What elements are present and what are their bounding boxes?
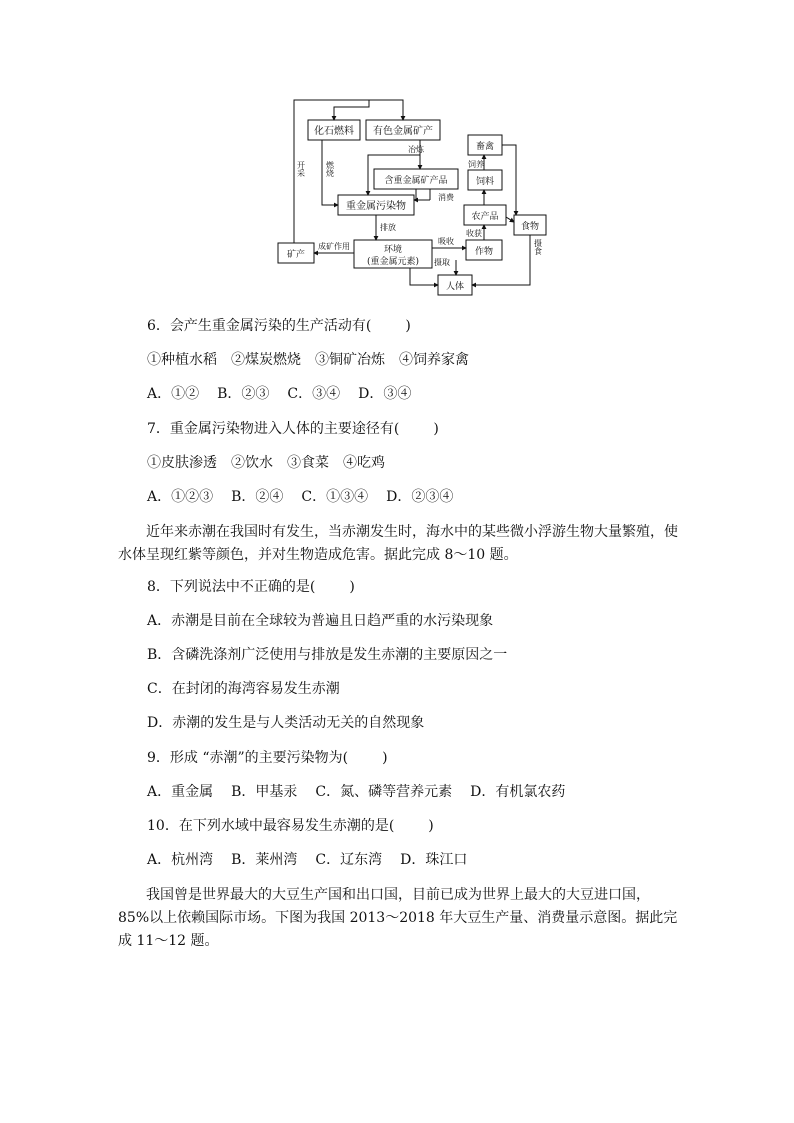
q6-options xyxy=(147,384,429,404)
q9-option-c[interactable]: C．氮、磷等营养元素 xyxy=(315,784,453,800)
intake-label: 摄取 xyxy=(434,258,450,267)
q7-stem: 7．重金属污染物进入人体的主要途径有( ) xyxy=(147,421,439,437)
smelting-label: 冶炼 xyxy=(408,145,424,154)
metal-product-label: 含重金属矿产品 xyxy=(384,176,448,186)
feeding-label: 饲养 xyxy=(468,160,484,169)
q9-option-b[interactable]: B．甲基汞 xyxy=(231,784,298,800)
livestock-label: 畜禽 xyxy=(475,142,495,152)
q7-option-b[interactable]: B．②④ xyxy=(231,489,284,505)
q8-option-c[interactable]: C．在封闭的海湾容易发生赤潮 xyxy=(147,681,340,697)
q10-option-b[interactable]: B．莱州湾 xyxy=(231,852,298,868)
q6-option-b[interactable]: B．②③ xyxy=(217,386,270,402)
heavy-metal-cycle-diagram xyxy=(270,95,560,300)
env-label-1: 环境 xyxy=(383,245,403,255)
harvest-label: 收获 xyxy=(466,229,482,238)
food-label: 食物 xyxy=(520,222,540,232)
red-tide-intro: 近年来赤潮在我国时有发生，当赤潮发生时，海水中的某些微小浮游生物大量繁殖，使水体呈现红紫等颜色，并对生物造成危害。据此完成 8～10 题。 xyxy=(118,524,678,563)
q6-items: ①种植水稻 ②煤炭燃烧 ③铜矿冶炼 ④饲养家禽 xyxy=(147,352,469,368)
absorb-label: 吸收 xyxy=(438,237,454,246)
q7-options xyxy=(147,487,471,507)
eating-label: 摄食 xyxy=(533,239,543,255)
q10-option-c[interactable]: C．辽东湾 xyxy=(315,852,383,868)
agri-product-label: 农产品 xyxy=(471,212,499,222)
q10-option-a[interactable]: A．杭州湾 xyxy=(147,852,214,868)
consumption-label: 消费 xyxy=(438,193,454,202)
q6-option-d[interactable]: D．③④ xyxy=(358,386,412,402)
q9-option-d[interactable]: D．有机氯农药 xyxy=(470,784,566,800)
mining-label: 开采 xyxy=(296,161,306,177)
q7-option-c[interactable]: C．①③④ xyxy=(301,489,369,505)
q9-stem: 9．形成 “赤潮”的主要污染物为( ) xyxy=(147,750,388,766)
burning-label: 燃烧 xyxy=(325,161,335,177)
crop-label: 作物 xyxy=(474,247,494,257)
env-label-2: (重金属元素) xyxy=(366,257,420,267)
metal-ore-label: 有色金属矿产 xyxy=(373,126,433,137)
q8-option-b[interactable]: B．含磷洗涤剂广泛使用与排放是发生赤潮的主要原因之一 xyxy=(147,647,508,663)
mineralization-label: 成矿作用 xyxy=(318,242,350,251)
q6-stem: 6．会产生重金属污染的生产活动有( ) xyxy=(147,318,411,334)
human-label: 人体 xyxy=(445,282,465,292)
mineral-label: 矿产 xyxy=(286,250,306,260)
q8-option-d[interactable]: D．赤潮的发生是与人类活动无关的自然现象 xyxy=(147,715,425,731)
q7-option-a[interactable]: A．①②③ xyxy=(147,489,214,505)
q10-options xyxy=(147,850,485,870)
pollutant-label: 重金属污染物 xyxy=(346,201,406,212)
q6-option-c[interactable]: C．③④ xyxy=(287,386,341,402)
q6-option-a[interactable]: A．①② xyxy=(147,386,200,402)
q8-stem: 8．下列说法中不正确的是( ) xyxy=(147,579,355,595)
q8-option-a[interactable]: A．赤潮是目前在全球较为普遍且日趋严重的水污染现象 xyxy=(147,613,494,629)
feed-label: 饲料 xyxy=(475,177,495,187)
q9-option-a[interactable]: A．重金属 xyxy=(147,784,214,800)
q9-options xyxy=(147,782,583,802)
fossil-fuel-label: 化石燃料 xyxy=(314,126,354,137)
q10-stem: 10．在下列水域中最容易发生赤潮的是( ) xyxy=(147,818,434,834)
q7-items: ①皮肤渗透 ②饮水 ③食菜 ④吃鸡 xyxy=(147,455,385,471)
soybean-intro: 我国曾是世界最大的大豆生产国和出口国，目前已成为世界上最大的大豆进口国，85%以上依赖国际市场。下图为我国 2013～2018 年大豆生产量、消费量示意图。据此完成 11～12 题。 xyxy=(118,887,678,949)
discharge-label: 排放 xyxy=(380,223,396,232)
q10-option-d[interactable]: D．珠江口 xyxy=(400,852,468,868)
q7-option-d[interactable]: D．②③④ xyxy=(386,489,454,505)
